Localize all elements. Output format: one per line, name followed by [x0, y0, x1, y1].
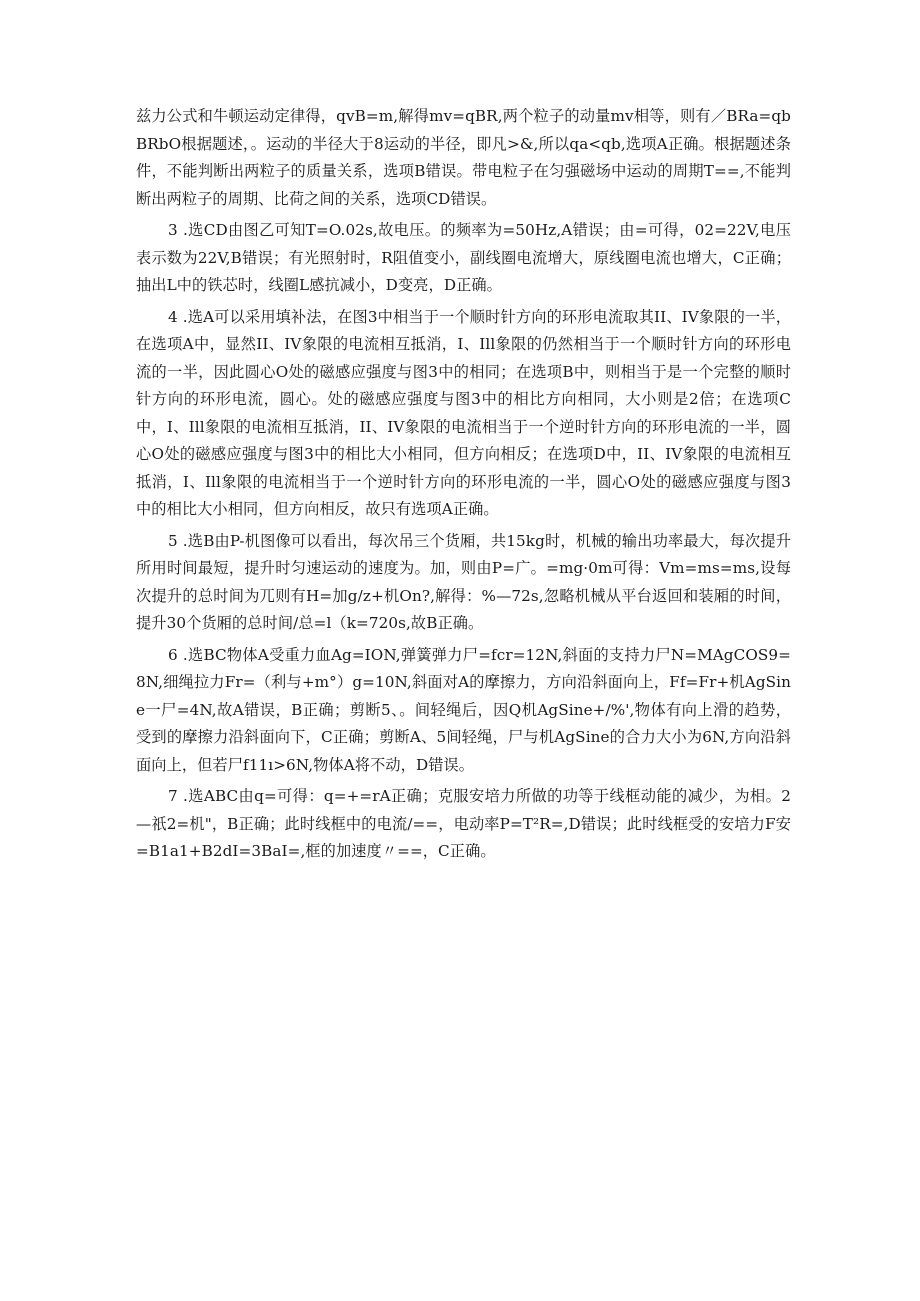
paragraph-answer-5: 5 .选B由P-机图像可以看出，每次吊三个货厢，共15kg时，机械的输出功率最大，每次提升所用时间最短，提升时匀速运动的速度为。加，则由P=广。=mg·0m可得：Vm=ms=ms,设每次提升的总时间为兀则有H=加g/z+机On?,解得：%—72s,忽略机械从平台返回和装厢的时间，提升30个货厢的总时间/总=l（k=720s,故B正确。: [136, 531, 791, 632]
paragraph-answer-4: 4 .选A可以采用填补法，在图3中相当于一个顺时针方向的环形电流取其II、IV象限的一半，在选项A中，显然II、IV象限的电流相互抵消，I、Ill象限的仍然相当于一个顺时针方向的环形电流的一半，因此圆心O处的磁感应强度与图3中的相同；在选项B中，则相当于是一个完整的顺时针方向的环形电流，圆心。处的磁感应强度与图3中的相比方向相同，大小则是2倍；在选项C中，I、Ill象限的电流相互抵消，II、IV象限的电流相当于一个逆时针方向的环形电流的一半，圆心O处的磁感应强度与图3中的相比大小相同，但方向相反；在选项D中，II、IV象限的电流相互抵消，I、Ill象限的电流相当于一个逆时针方向的环形电流的一半，圆心O处的磁感应强度与图3中的相比大小相同，但方向相反，故只有选项A正确。: [136, 307, 791, 518]
answer-document: [136, 103, 791, 870]
paragraph-answer-6: 6 .选BC物体A受重力血Ag=ION,弹簧弹力尸=fcr=12N,斜面的支持力尸N=MAgCOS9=8N,细绳拉力Fr=（利与+m°）g=10N,斜面对A的摩擦力，方向沿斜面向上，Ff=Fr+机AgSine一尸=4N,故A错误，B正确；剪断5、。间轻绳后，因Q机AgSine+/%',物体有向上滑的趋势，受到的摩擦力沿斜面向下，C正确；剪断A、5间轻绳，尸与机AgSine的合力大小为6N,方向沿斜面向上，但若尸f11ı>6N,物体A将不动，D错误。: [136, 645, 791, 774]
paragraph-answer-3: 3 .选CD由图乙可知T=O.02s,故电压。的频率为=50Hz,A错误；由=可得，02=22V,电压表示数为22V,B错误；有光照射时，R阻值变小，副线圈电流增大，原线圈电流也增大，C正确；抽出L中的铁芯时，线圈L感抗减小，D变亮，D正确。: [136, 221, 791, 294]
paragraph-answer-7: 7 .选ABC由q=可得：q=+=rA正确；克服安培力所做的功等于线框动能的减少，为相。2—祇2=机"，B正确；此时线框中的电流/==，电动率P=T²R=,D错误；此时线框受的安培力F安=B1a1+B2dI=3BaI=,框的加速度〃==，C正确。: [136, 787, 791, 860]
paragraph-intro: 兹力公式和牛顿运动定律得，qvB=m,解得mv=qBR,两个粒子的动量mv相等，则有／BRa=qbBRbO根据题述，。运动的半径大于8运动的半径，即凡>&,所以qa<qb,选项A正确。根据题述条件，不能判断出两粒子的质量关系，选项B错误。带电粒子在匀强磁场中运动的周期T==,不能判断出两粒子的周期、比荷之间的关系，选项CD错误。: [136, 107, 791, 208]
